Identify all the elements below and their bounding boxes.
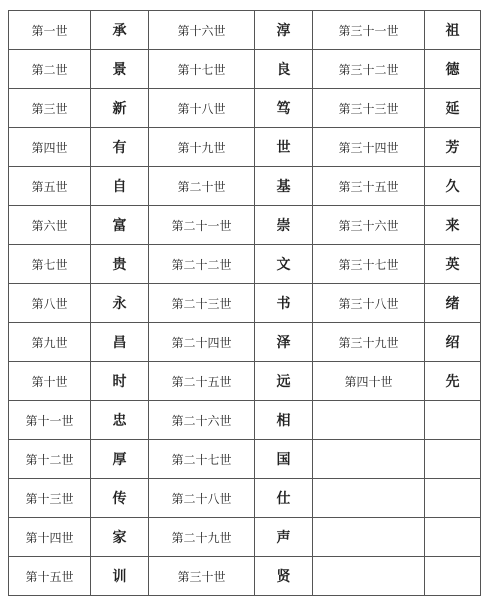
generation-table-body bbox=[9, 11, 481, 596]
table-row bbox=[9, 11, 481, 50]
generation-character: 家 bbox=[91, 518, 149, 557]
generation-character: 久 bbox=[425, 167, 481, 206]
generation-label: 第三十五世 bbox=[313, 167, 425, 206]
generation-character bbox=[425, 440, 481, 479]
generation-label: 第三十八世 bbox=[313, 284, 425, 323]
generation-character: 相 bbox=[255, 401, 313, 440]
generation-label: 第十五世 bbox=[9, 557, 91, 596]
generation-label: 第十世 bbox=[9, 362, 91, 401]
generation-label bbox=[313, 479, 425, 518]
generation-name-sheet bbox=[8, 10, 480, 588]
generation-label: 第七世 bbox=[9, 245, 91, 284]
generation-character: 来 bbox=[425, 206, 481, 245]
table-row bbox=[9, 440, 481, 479]
generation-label: 第二十世 bbox=[149, 167, 255, 206]
table-row bbox=[9, 128, 481, 167]
table-row bbox=[9, 167, 481, 206]
table-row bbox=[9, 518, 481, 557]
generation-label: 第十一世 bbox=[9, 401, 91, 440]
generation-character bbox=[425, 518, 481, 557]
generation-character: 贤 bbox=[255, 557, 313, 596]
generation-label: 第二十六世 bbox=[149, 401, 255, 440]
generation-label: 第十二世 bbox=[9, 440, 91, 479]
generation-character: 书 bbox=[255, 284, 313, 323]
generation-character: 训 bbox=[91, 557, 149, 596]
table-row bbox=[9, 479, 481, 518]
table-row bbox=[9, 284, 481, 323]
generation-label bbox=[313, 557, 425, 596]
generation-label: 第三十六世 bbox=[313, 206, 425, 245]
generation-label bbox=[313, 440, 425, 479]
generation-label: 第三十一世 bbox=[313, 11, 425, 50]
generation-character: 德 bbox=[425, 50, 481, 89]
generation-character: 笃 bbox=[255, 89, 313, 128]
generation-character: 昌 bbox=[91, 323, 149, 362]
generation-character: 仕 bbox=[255, 479, 313, 518]
generation-character: 有 bbox=[91, 128, 149, 167]
generation-character: 绍 bbox=[425, 323, 481, 362]
generation-character: 延 bbox=[425, 89, 481, 128]
generation-label: 第三十二世 bbox=[313, 50, 425, 89]
generation-label: 第十七世 bbox=[149, 50, 255, 89]
table-row bbox=[9, 89, 481, 128]
generation-label: 第十六世 bbox=[149, 11, 255, 50]
generation-label: 第二十九世 bbox=[149, 518, 255, 557]
generation-label: 第三十三世 bbox=[313, 89, 425, 128]
generation-label: 第十八世 bbox=[149, 89, 255, 128]
generation-character bbox=[425, 401, 481, 440]
generation-character: 自 bbox=[91, 167, 149, 206]
generation-label: 第三十七世 bbox=[313, 245, 425, 284]
generation-character bbox=[425, 557, 481, 596]
generation-label: 第三十四世 bbox=[313, 128, 425, 167]
generation-character: 先 bbox=[425, 362, 481, 401]
generation-character: 声 bbox=[255, 518, 313, 557]
table-row bbox=[9, 50, 481, 89]
generation-character: 祖 bbox=[425, 11, 481, 50]
generation-character: 景 bbox=[91, 50, 149, 89]
generation-character: 时 bbox=[91, 362, 149, 401]
table-row bbox=[9, 245, 481, 284]
generation-label: 第四十世 bbox=[313, 362, 425, 401]
generation-character: 忠 bbox=[91, 401, 149, 440]
generation-label: 第二十四世 bbox=[149, 323, 255, 362]
generation-label: 第三十九世 bbox=[313, 323, 425, 362]
generation-label: 第二世 bbox=[9, 50, 91, 89]
generation-character: 泽 bbox=[255, 323, 313, 362]
generation-label: 第六世 bbox=[9, 206, 91, 245]
generation-character: 绪 bbox=[425, 284, 481, 323]
generation-character: 贵 bbox=[91, 245, 149, 284]
table-row bbox=[9, 557, 481, 596]
generation-label: 第八世 bbox=[9, 284, 91, 323]
generation-label: 第五世 bbox=[9, 167, 91, 206]
generation-label: 第十三世 bbox=[9, 479, 91, 518]
table-row bbox=[9, 323, 481, 362]
generation-character: 国 bbox=[255, 440, 313, 479]
generation-label bbox=[313, 401, 425, 440]
generation-label: 第三世 bbox=[9, 89, 91, 128]
generation-character: 基 bbox=[255, 167, 313, 206]
generation-label: 第二十三世 bbox=[149, 284, 255, 323]
generation-label: 第十九世 bbox=[149, 128, 255, 167]
generation-label: 第二十二世 bbox=[149, 245, 255, 284]
generation-label bbox=[313, 518, 425, 557]
generation-character: 文 bbox=[255, 245, 313, 284]
generation-table bbox=[8, 10, 481, 596]
generation-character: 永 bbox=[91, 284, 149, 323]
generation-character: 富 bbox=[91, 206, 149, 245]
generation-label: 第十四世 bbox=[9, 518, 91, 557]
generation-label: 第一世 bbox=[9, 11, 91, 50]
generation-character bbox=[425, 479, 481, 518]
generation-label: 第四世 bbox=[9, 128, 91, 167]
generation-character: 英 bbox=[425, 245, 481, 284]
table-row bbox=[9, 206, 481, 245]
generation-label: 第二十五世 bbox=[149, 362, 255, 401]
generation-character: 淳 bbox=[255, 11, 313, 50]
generation-character: 良 bbox=[255, 50, 313, 89]
table-row bbox=[9, 362, 481, 401]
generation-character: 承 bbox=[91, 11, 149, 50]
generation-character: 新 bbox=[91, 89, 149, 128]
generation-character: 世 bbox=[255, 128, 313, 167]
generation-label: 第二十一世 bbox=[149, 206, 255, 245]
generation-character: 厚 bbox=[91, 440, 149, 479]
generation-character: 崇 bbox=[255, 206, 313, 245]
generation-label: 第三十世 bbox=[149, 557, 255, 596]
generation-character: 传 bbox=[91, 479, 149, 518]
generation-label: 第二十八世 bbox=[149, 479, 255, 518]
generation-label: 第九世 bbox=[9, 323, 91, 362]
generation-character: 远 bbox=[255, 362, 313, 401]
generation-character: 芳 bbox=[425, 128, 481, 167]
generation-label: 第二十七世 bbox=[149, 440, 255, 479]
table-row bbox=[9, 401, 481, 440]
